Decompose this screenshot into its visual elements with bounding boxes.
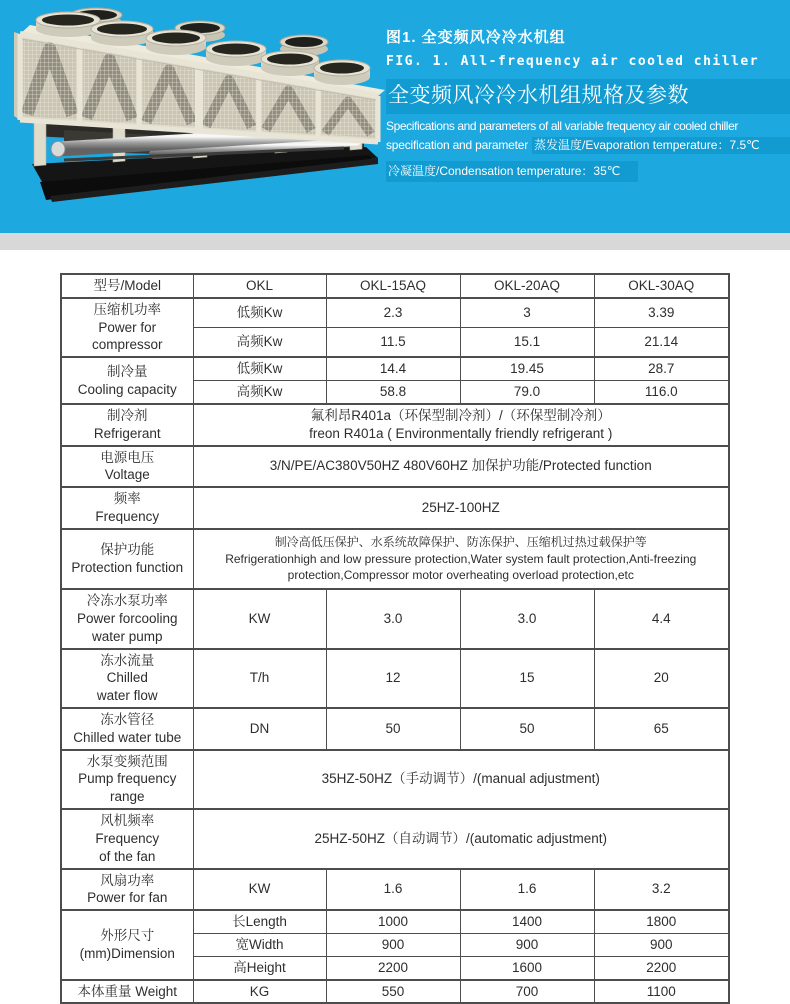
value-cell: 900 bbox=[326, 933, 460, 956]
table-row bbox=[61, 529, 729, 589]
value-cell: 制冷高低压保护、水系统故障保护、防冻保护、压缩机过热过载保护等 Refrigerationhigh and low pressure protection,Water system fault protection,Anti-freezing protection,Compressor motor overheating overload protection,etc bbox=[193, 529, 729, 589]
row-label-cell: 频率 Frequency bbox=[61, 487, 193, 529]
value-cell: 高Height bbox=[193, 956, 326, 979]
value-cell: 氟利昂R401a（环保型制冷剂）/（环保型制冷剂） freon R401a ( Environmentally friendly refrigerant ) bbox=[193, 404, 729, 446]
column-header-cell: OKL-15AQ bbox=[326, 274, 460, 298]
row-label-cell: 风机频率 Frequency of the fan bbox=[61, 809, 193, 868]
row-label-cell: 电源电压 Voltage bbox=[61, 446, 193, 488]
value-cell: 58.8 bbox=[326, 381, 460, 404]
value-cell: 35HZ-50HZ（手动调节）/(manual adjustment) bbox=[193, 750, 729, 809]
figure-caption-en: FIG. 1. All-frequency air cooled chiller bbox=[386, 54, 760, 69]
row-label-cell: 保护功能 Protection function bbox=[61, 529, 193, 589]
value-cell: 14.4 bbox=[326, 357, 460, 380]
value-cell: 900 bbox=[594, 933, 729, 956]
table-row bbox=[61, 750, 729, 809]
divider-strip bbox=[0, 233, 790, 250]
value-cell: 高频Kw bbox=[193, 328, 326, 358]
value-cell: 700 bbox=[460, 980, 594, 1004]
value-cell: 65 bbox=[594, 708, 729, 750]
row-label-cell: 外形尺寸 (mm)Dimension bbox=[61, 910, 193, 979]
value-cell: 116.0 bbox=[594, 381, 729, 404]
value-cell: 79.0 bbox=[460, 381, 594, 404]
value-cell: 3.2 bbox=[594, 869, 729, 911]
spec-table-container bbox=[60, 273, 790, 1004]
value-cell: 25HZ-50HZ（自动调节）/(automatic adjustment) bbox=[193, 809, 729, 868]
value-cell: 50 bbox=[326, 708, 460, 750]
row-label-cell: 压缩机功率 Power for compressor bbox=[61, 298, 193, 357]
figure-caption-zh: 图1. 全变频风冷冷水机组 bbox=[386, 29, 566, 46]
row-label-cell: 制冷量 Cooling capacity bbox=[61, 357, 193, 404]
chiller-product-image bbox=[4, 2, 392, 232]
value-cell: KG bbox=[193, 980, 326, 1004]
value-cell: 低频Kw bbox=[193, 298, 326, 328]
evaporation-temperature-text: 蒸发温度/Evaporation temperature：7.5℃ bbox=[532, 137, 790, 154]
section-title: 全变频风冷冷水机组规格及参数 bbox=[386, 79, 790, 114]
value-cell: 28.7 bbox=[594, 357, 729, 380]
value-cell: 19.45 bbox=[460, 357, 594, 380]
table-row bbox=[61, 446, 729, 488]
value-cell: DN bbox=[193, 708, 326, 750]
hero-section bbox=[0, 0, 790, 233]
table-row bbox=[61, 404, 729, 446]
row-label-cell: 冻水流量 Chilled water flow bbox=[61, 649, 193, 708]
table-row bbox=[61, 910, 729, 933]
value-cell: 高频Kw bbox=[193, 381, 326, 404]
value-cell: 2200 bbox=[594, 956, 729, 979]
row-label-cell: 本体重量 Weight bbox=[61, 980, 193, 1004]
table-row bbox=[61, 869, 729, 911]
value-cell: KW bbox=[193, 869, 326, 911]
value-cell: 550 bbox=[326, 980, 460, 1004]
value-cell: 2.3 bbox=[326, 298, 460, 328]
value-cell: 15 bbox=[460, 649, 594, 708]
value-cell: 3/N/PE/AC380V50HZ 480V60HZ 加保护功能/Protected function bbox=[193, 446, 729, 488]
value-cell: 长Length bbox=[193, 910, 326, 933]
value-cell: 低频Kw bbox=[193, 357, 326, 380]
value-cell: KW bbox=[193, 589, 326, 648]
spec-prefix-text: specification and parameter bbox=[386, 138, 529, 152]
value-cell: 1400 bbox=[460, 910, 594, 933]
value-cell: 50 bbox=[460, 708, 594, 750]
row-label-cell: 制冷剂 Refrigerant bbox=[61, 404, 193, 446]
value-cell: 15.1 bbox=[460, 328, 594, 358]
row-label-cell: 水泵变频范围 Pump frequency range bbox=[61, 750, 193, 809]
value-cell: 1.6 bbox=[326, 869, 460, 911]
column-header-cell: OKL-20AQ bbox=[460, 274, 594, 298]
value-cell: 20 bbox=[594, 649, 729, 708]
spec-table bbox=[60, 273, 730, 1004]
row-label-cell: 冻水管径 Chilled water tube bbox=[61, 708, 193, 750]
value-cell: 宽Width bbox=[193, 933, 326, 956]
column-header-cell: OKL bbox=[193, 274, 326, 298]
value-cell: 25HZ-100HZ bbox=[193, 487, 729, 529]
value-cell: 900 bbox=[460, 933, 594, 956]
column-header-cell: OKL-30AQ bbox=[594, 274, 729, 298]
value-cell: 1600 bbox=[460, 956, 594, 979]
table-row bbox=[61, 589, 729, 648]
condensation-temperature-text: 冷凝温度/Condensation temperature：35℃ bbox=[386, 161, 638, 182]
value-cell: 21.14 bbox=[594, 328, 729, 358]
value-cell: 1.6 bbox=[460, 869, 594, 911]
condensation-line bbox=[386, 161, 790, 182]
table-row bbox=[61, 649, 729, 708]
value-cell: 3.0 bbox=[326, 589, 460, 648]
value-cell: 1000 bbox=[326, 910, 460, 933]
row-label-cell: 冷冻水泵功率 Power forcooling water pump bbox=[61, 589, 193, 648]
section-subtitle: Specifications and parameters of all variable frequency air cooled chiller bbox=[386, 119, 738, 133]
table-row bbox=[61, 980, 729, 1004]
table-row bbox=[61, 708, 729, 750]
value-cell: 11.5 bbox=[326, 328, 460, 358]
table-row bbox=[61, 487, 729, 529]
table-row bbox=[61, 298, 729, 328]
value-cell: 1800 bbox=[594, 910, 729, 933]
hero-text-block bbox=[386, 0, 790, 182]
value-cell: 12 bbox=[326, 649, 460, 708]
table-row bbox=[61, 357, 729, 380]
value-cell: 1100 bbox=[594, 980, 729, 1004]
value-cell: 2200 bbox=[326, 956, 460, 979]
value-cell: 3.39 bbox=[594, 298, 729, 328]
value-cell: 3 bbox=[460, 298, 594, 328]
row-label-cell: 风扇功率 Power for fan bbox=[61, 869, 193, 911]
table-header-row bbox=[61, 274, 729, 298]
value-cell: T/h bbox=[193, 649, 326, 708]
value-cell: 4.4 bbox=[594, 589, 729, 648]
value-cell: 3.0 bbox=[460, 589, 594, 648]
spec-parameter-line bbox=[386, 137, 790, 154]
table-row bbox=[61, 809, 729, 868]
column-header-cell: 型号/Model bbox=[61, 274, 193, 298]
